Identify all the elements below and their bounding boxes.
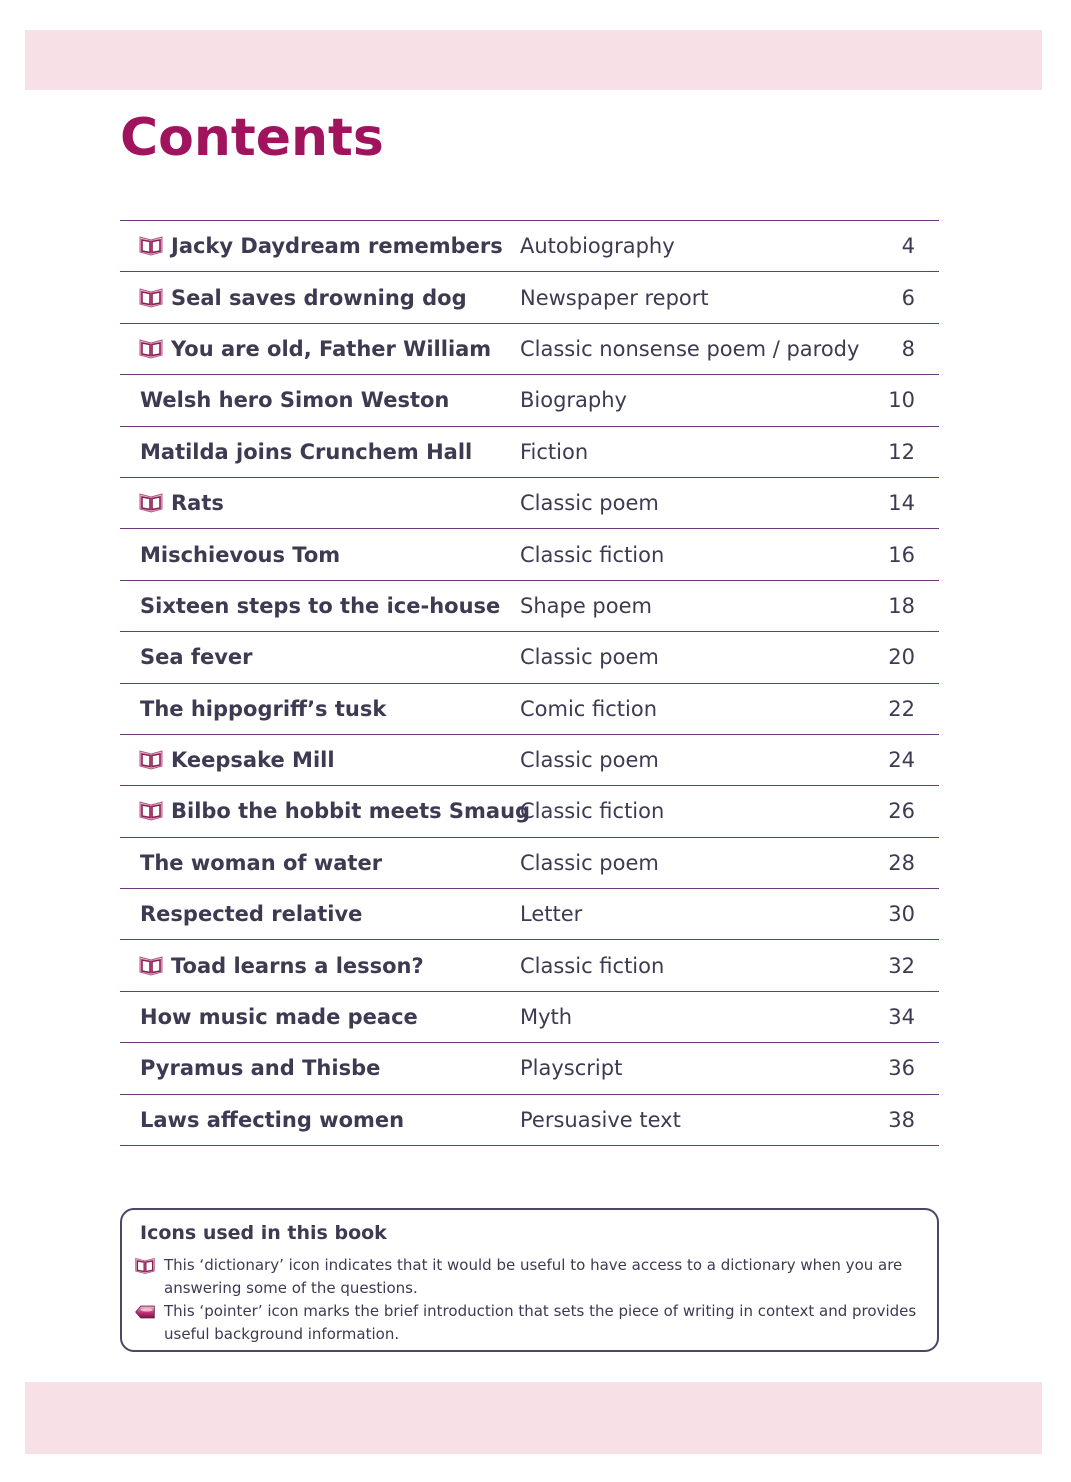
entry-page-number: 12 [888, 439, 915, 464]
contents-row [120, 684, 939, 735]
entry-title-text: Bilbo the hobbit meets Smaug [171, 799, 531, 824]
entry-title-text: Sixteen steps to the ice-house [140, 593, 501, 618]
entry-title [140, 324, 491, 374]
entry-title [140, 684, 386, 734]
entry-genre: Biography [520, 388, 627, 413]
contents-row [120, 992, 939, 1043]
entry-title-text: Toad learns a lesson? [171, 953, 424, 978]
entry-page-number: 8 [901, 336, 915, 361]
entry-title [140, 632, 253, 682]
entry-genre: Classic poem [520, 850, 659, 875]
entry-title-text: Respected relative [140, 902, 363, 927]
icons-legend-heading: Icons used in this book [140, 1222, 387, 1244]
dictionary-icon [138, 493, 164, 513]
contents-table [120, 220, 939, 1146]
entry-title-text: Matilda joins Crunchem Hall [140, 439, 473, 464]
entry-page-number: 16 [888, 542, 915, 567]
entry-title [140, 992, 418, 1042]
entry-title-text: The hippogriff’s tusk [140, 696, 387, 721]
entry-title-text: Rats [171, 491, 224, 516]
contents-row [120, 786, 939, 837]
entry-title [140, 375, 449, 425]
entry-genre: Letter [520, 902, 583, 927]
dictionary-icon [138, 956, 164, 976]
entry-genre: Fiction [520, 439, 589, 464]
entry-page-number: 14 [888, 491, 915, 516]
page-title: Contents [120, 108, 384, 168]
entry-page-number: 28 [888, 850, 915, 875]
entry-title [140, 272, 467, 322]
dictionary-icon [138, 236, 164, 256]
icons-legend-box [120, 1208, 939, 1352]
top-band [25, 30, 1042, 90]
entry-genre: Classic poem [520, 645, 659, 670]
entry-genre: Comic fiction [520, 696, 658, 721]
entry-page-number: 10 [888, 388, 915, 413]
entry-title [140, 581, 500, 631]
entry-title [140, 1043, 380, 1093]
pointer-icon [134, 1303, 156, 1321]
bottom-band [25, 1382, 1042, 1454]
entry-title-text: Seal saves drowning dog [171, 285, 467, 310]
entry-title-text: How music made peace [140, 1005, 418, 1030]
entry-page-number: 36 [888, 1056, 915, 1081]
entry-genre: Classic fiction [520, 542, 665, 567]
entry-genre: Classic nonsense poem / parody [520, 336, 860, 361]
entry-page-number: 20 [888, 645, 915, 670]
entry-title-text: Mischievous Tom [140, 542, 341, 567]
dictionary-icon [138, 339, 164, 359]
entry-page-number: 6 [901, 285, 915, 310]
entry-title-text: Keepsake Mill [171, 748, 335, 773]
entry-genre: Persuasive text [520, 1107, 681, 1132]
entry-genre: Playscript [520, 1056, 623, 1081]
entry-genre: Classic fiction [520, 799, 665, 824]
entry-page-number: 4 [901, 234, 915, 259]
contents-row [120, 838, 939, 889]
entry-title [140, 940, 424, 990]
entry-title [140, 221, 503, 271]
entry-genre: Classic poem [520, 748, 659, 773]
entry-page-number: 38 [888, 1107, 915, 1132]
entry-title-text: Pyramus and Thisbe [140, 1056, 381, 1081]
contents-row [120, 735, 939, 786]
entry-genre: Shape poem [520, 593, 652, 618]
contents-row [120, 940, 939, 991]
contents-row [120, 1043, 939, 1094]
entry-title [140, 478, 224, 528]
entry-page-number: 26 [888, 799, 915, 824]
pointer-legend-item [134, 1300, 924, 1346]
entry-title [140, 529, 340, 579]
entry-page-number: 32 [888, 953, 915, 978]
entry-page-number: 30 [888, 902, 915, 927]
entry-title-text: The woman of water [140, 850, 383, 875]
entry-page-number: 18 [888, 593, 915, 618]
contents-row [120, 529, 939, 580]
entry-title-text: Laws affecting women [140, 1107, 405, 1132]
entry-genre: Myth [520, 1005, 573, 1030]
entry-title-text: Welsh hero Simon Weston [140, 388, 450, 413]
entry-genre: Newspaper report [520, 285, 709, 310]
entry-title [140, 1095, 404, 1145]
contents-row [120, 324, 939, 375]
contents-row [120, 478, 939, 529]
entry-title [140, 735, 335, 785]
entry-title-text: You are old, Father William [171, 336, 492, 361]
entry-genre: Classic fiction [520, 953, 665, 978]
entry-title [140, 889, 362, 939]
dictionary-icon [138, 288, 164, 308]
contents-row [120, 272, 939, 323]
entry-page-number: 22 [888, 696, 915, 721]
entry-genre: Classic poem [520, 491, 659, 516]
pointer-legend-text: This ‘pointer’ icon marks the brief introduction that sets the piece of writing in context and provides useful background information. [164, 1302, 917, 1343]
dictionary-icon [138, 801, 164, 821]
contents-row [120, 889, 939, 940]
contents-row [120, 632, 939, 683]
contents-row [120, 221, 939, 272]
dictionary-legend-text: This ‘dictionary’ icon indicates that it would be useful to have access to a dictionary when you are answering some of the questions. [164, 1256, 903, 1297]
dictionary-legend-item [134, 1254, 924, 1300]
dictionary-icon [134, 1257, 156, 1275]
contents-row [120, 581, 939, 632]
entry-title-text: Jacky Daydream remembers [171, 234, 503, 259]
entry-page-number: 24 [888, 748, 915, 773]
entry-title [140, 427, 472, 477]
contents-row [120, 375, 939, 426]
entry-title [140, 838, 382, 888]
contents-row [120, 427, 939, 478]
dictionary-icon [138, 750, 164, 770]
entry-title [140, 786, 530, 836]
entry-title-text: Sea fever [140, 645, 253, 670]
entry-genre: Autobiography [520, 234, 675, 259]
contents-row [120, 1095, 939, 1146]
entry-page-number: 34 [888, 1005, 915, 1030]
